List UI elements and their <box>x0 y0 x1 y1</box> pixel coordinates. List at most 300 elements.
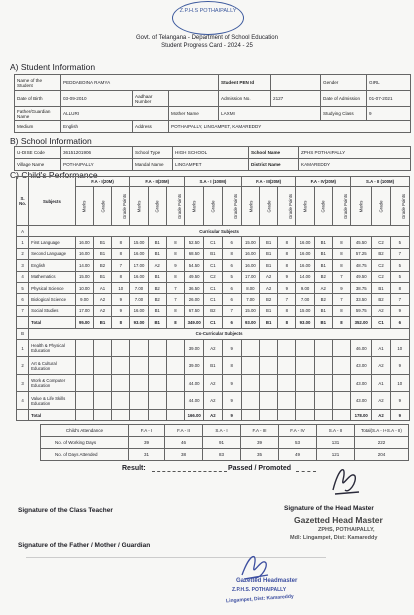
row-number: 4 <box>17 392 29 410</box>
empty-cell <box>112 392 130 410</box>
mark-cell: 7 <box>332 271 350 282</box>
value-aadhaar <box>169 91 219 107</box>
mark-cell: B2 <box>259 294 277 305</box>
mark-cell: 8 <box>390 282 409 293</box>
col-subjects: Subjects <box>29 177 76 226</box>
mark-cell: 15.00 <box>241 237 259 248</box>
section-school-title: B) School Information <box>10 136 92 146</box>
mark-cell: B1 <box>314 260 332 271</box>
attendance-cell: 46 <box>165 437 203 449</box>
value-adm-date: 01-07-2021 <box>367 91 411 107</box>
total-cell: 166.00 <box>185 409 204 420</box>
empty-cell <box>259 357 277 375</box>
subject-name: Second Language <box>29 248 76 259</box>
mark-cell: 7.00 <box>130 294 148 305</box>
mark-cell: B1 <box>93 248 111 259</box>
subject-name: Social Studies <box>29 305 76 316</box>
label-district: District Name <box>249 159 299 171</box>
mark-cell: 68.50 <box>185 248 204 259</box>
mark-cell: 49.50 <box>351 271 372 282</box>
empty-cell <box>75 357 93 375</box>
class-teacher-signature-label: Signature of the Class Teacher <box>18 507 113 514</box>
total-cell: 93.00 <box>296 317 314 328</box>
mark-cell: B1 <box>148 237 166 248</box>
mark-cell: 5 <box>222 271 241 282</box>
attendance-cell: 131 <box>317 437 355 449</box>
mark-cell: 9.00 <box>296 282 314 293</box>
mark-cell: A2 <box>93 305 111 316</box>
label-adm-no: Admission No. <box>219 91 271 107</box>
mark-cell: 7 <box>222 305 241 316</box>
total-cell: 352.00 <box>351 317 372 328</box>
mark-cell: 16.00 <box>296 248 314 259</box>
mark-cell: 43.00 <box>351 392 372 410</box>
total-cell: B1 <box>148 317 166 328</box>
mark-cell: 57.25 <box>351 248 372 259</box>
mark-cell: 14.00 <box>296 271 314 282</box>
subcol-label: Grade <box>378 200 384 212</box>
attendance-cell: 39 <box>129 437 165 449</box>
mark-cell: 8 <box>166 271 184 282</box>
label-pen: Student PEN Id <box>219 75 271 91</box>
mark-cell: A2 <box>372 305 390 316</box>
total-cell: 6 <box>222 317 241 328</box>
row-number <box>17 317 29 328</box>
mark-cell: 16.00 <box>296 260 314 271</box>
subcol-header <box>130 187 148 226</box>
empty-cell <box>166 409 184 420</box>
mark-cell: 7.00 <box>296 294 314 305</box>
empty-cell <box>332 339 350 357</box>
empty-cell <box>332 409 350 420</box>
mark-cell: 10 <box>390 374 409 392</box>
attendance-cell: 83 <box>203 449 241 461</box>
mark-cell: C2 <box>372 271 390 282</box>
mark-cell: 8 <box>278 305 296 316</box>
value-student-name: PEDDABOINA RAMYA <box>61 75 219 91</box>
mark-cell: 44.00 <box>185 374 204 392</box>
stamp2-title: Gazetted Headmaster <box>236 578 298 584</box>
subcol-label: Grade Points <box>342 193 348 219</box>
mark-cell: 15.00 <box>75 271 93 282</box>
subject-name: Mathematics <box>29 271 76 282</box>
row-number: 3 <box>17 374 29 392</box>
mark-cell: A2 <box>259 282 277 293</box>
mark-cell: 9 <box>332 282 350 293</box>
mark-cell: 9 <box>278 282 296 293</box>
label-dob: Date of Birth <box>15 91 61 107</box>
mark-cell: B2 <box>93 260 111 271</box>
empty-cell <box>332 392 350 410</box>
mark-cell: A2 <box>372 357 390 375</box>
attendance-table <box>40 424 409 461</box>
empty-cell <box>130 357 148 375</box>
mark-cell: 6 <box>222 294 241 305</box>
subcol-header <box>390 187 409 226</box>
attendance-cell: 38 <box>165 449 203 461</box>
mark-cell: 6 <box>222 237 241 248</box>
table-row <box>17 357 410 375</box>
subcol-label: Grade Points <box>288 193 294 219</box>
attendance-header-row <box>41 425 409 437</box>
result-dots <box>152 471 227 472</box>
seal-text: Z.P.H.S POTHAIPALLY <box>179 8 237 14</box>
subject-name: Biological Science <box>29 294 76 305</box>
mark-cell: 9 <box>278 271 296 282</box>
subject-name: Work & Computer Education <box>29 374 76 392</box>
value-medium: English <box>61 121 133 133</box>
header-line-2: Student Progress Card - 2024 - 25 <box>161 43 253 49</box>
subcol-label: Grade <box>320 200 326 212</box>
value-mandal: LINGAMPET <box>173 159 249 171</box>
total-cell: 8 <box>332 317 350 328</box>
subject-name: Health & Physical Education <box>29 339 76 357</box>
mark-cell: 8 <box>332 260 350 271</box>
mark-cell: 9 <box>112 294 130 305</box>
value-village: POTHAIPALLY <box>61 159 133 171</box>
empty-cell <box>296 392 314 410</box>
section-performance-title: C) Child's Performance <box>10 170 98 180</box>
total-cell: 95.00 <box>75 317 93 328</box>
label-father: Father/Guardian Name <box>15 107 61 121</box>
subcol-header <box>332 187 350 226</box>
mark-cell: 16.00 <box>241 260 259 271</box>
label-school-name: School Name <box>249 147 299 159</box>
mark-cell: 7 <box>112 260 130 271</box>
subject-name: Physical Science <box>29 282 76 293</box>
empty-cell <box>75 339 93 357</box>
section-letter: B <box>17 328 29 339</box>
empty-cell <box>314 339 332 357</box>
empty-cell <box>314 409 332 420</box>
col-exam: F.A - IV(20M) <box>296 177 351 187</box>
attendance-cell: 35 <box>241 449 279 461</box>
section-label: Co-Curricular Subjects <box>29 328 410 339</box>
attendance-cell: 53 <box>279 437 317 449</box>
mark-cell: B2 <box>372 294 390 305</box>
stamp2-school: Z.P.H.S. POTHAIPALLY <box>232 587 287 593</box>
total-cell: 9 <box>222 409 241 420</box>
mark-cell: 10.00 <box>75 282 93 293</box>
subject-name: English <box>29 260 76 271</box>
empty-cell <box>130 409 148 420</box>
mark-cell: 5 <box>390 237 409 248</box>
stamp2-place: Lingampet, Dist: Kamareddy <box>225 593 294 605</box>
subcol-header <box>351 187 372 226</box>
table-row <box>17 248 410 259</box>
mark-cell: 5 <box>390 271 409 282</box>
mark-cell: A2 <box>148 260 166 271</box>
mark-cell: 8 <box>222 248 241 259</box>
mark-cell: 8 <box>166 237 184 248</box>
label-aadhaar: Aadhaar Number <box>133 91 169 107</box>
mark-cell: B1 <box>259 260 277 271</box>
row-number: 1 <box>17 339 29 357</box>
mark-cell: 9.00 <box>75 294 93 305</box>
subcolumn-header-row <box>17 187 410 226</box>
col-exam: F.A - III(20M) <box>241 177 296 187</box>
mark-cell: A2 <box>372 392 390 410</box>
empty-cell <box>75 374 93 392</box>
subcol-label: Marks <box>358 200 364 212</box>
mark-cell: 36.50 <box>185 282 204 293</box>
mark-cell: 7 <box>390 248 409 259</box>
mark-cell: B1 <box>204 357 222 375</box>
mark-cell: C2 <box>372 260 390 271</box>
mark-cell: 45.50 <box>351 237 372 248</box>
subcol-header <box>222 187 241 226</box>
attendance-header: S.A - I <box>203 425 241 437</box>
attendance-cell: 31 <box>129 449 165 461</box>
empty-cell <box>241 409 259 420</box>
stamp-place: Mdl: Lingampet, Dist: Kamareddy <box>290 535 378 541</box>
mark-cell: A2 <box>314 282 332 293</box>
mark-cell: 9 <box>112 305 130 316</box>
mark-cell: 8 <box>278 260 296 271</box>
subcol-header <box>166 187 184 226</box>
subcol-label: Grade <box>266 200 272 212</box>
section-student-title: A) Student Information <box>10 62 96 72</box>
subcol-label: Marks <box>136 200 142 212</box>
subcol-label: Marks <box>191 200 197 212</box>
subcol-label: Grade <box>100 200 106 212</box>
table-row <box>17 305 410 316</box>
value-udise: 36151201906 <box>61 147 133 159</box>
total-cell: 8 <box>112 317 130 328</box>
value-adm-no: 2127 <box>271 91 321 107</box>
empty-cell <box>166 339 184 357</box>
empty-cell <box>259 339 277 357</box>
mark-cell: A1 <box>93 282 111 293</box>
table-row <box>17 339 410 357</box>
empty-cell <box>93 339 111 357</box>
empty-cell <box>148 339 166 357</box>
mark-cell: B2 <box>204 305 222 316</box>
mark-cell: C2 <box>204 271 222 282</box>
total-cell: 349.00 <box>185 317 204 328</box>
mark-cell: 9 <box>222 374 241 392</box>
label-village: Village Name <box>15 159 61 171</box>
total-cell: A2 <box>204 409 222 420</box>
mark-cell: C1 <box>204 282 222 293</box>
mark-cell: A2 <box>204 392 222 410</box>
empty-cell <box>296 357 314 375</box>
mark-cell: 33.50 <box>351 294 372 305</box>
subcol-header <box>259 187 277 226</box>
empty-cell <box>296 409 314 420</box>
label-class: Studying Class <box>321 107 367 121</box>
empty-cell <box>314 392 332 410</box>
mark-cell: B1 <box>259 248 277 259</box>
col-exam: F.A - I(20M) <box>75 177 130 187</box>
table-row <box>17 392 410 410</box>
total-cell: 178.00 <box>351 409 372 420</box>
total-cell: B1 <box>93 317 111 328</box>
empty-cell <box>166 392 184 410</box>
label-mother: Mother Name <box>169 107 219 121</box>
mark-cell: 9 <box>222 339 241 357</box>
mark-cell: 8 <box>166 248 184 259</box>
empty-cell <box>332 374 350 392</box>
subcol-header <box>372 187 390 226</box>
empty-cell <box>241 357 259 375</box>
mark-cell: A2 <box>93 294 111 305</box>
attendance-label: No. of Working Days <box>41 437 129 449</box>
empty-cell <box>112 374 130 392</box>
mark-cell: 16.00 <box>296 237 314 248</box>
subcol-label: Grade <box>210 200 216 212</box>
mark-cell: 9 <box>222 392 241 410</box>
result-label: Result: <box>122 465 146 472</box>
table-row <box>17 271 410 282</box>
subcol-header <box>148 187 166 226</box>
empty-cell <box>93 392 111 410</box>
attendance-cell: 39 <box>241 437 279 449</box>
total-cell: 8 <box>166 317 184 328</box>
attendance-header: F.A - III <box>241 425 279 437</box>
mark-cell: 39.00 <box>185 357 204 375</box>
empty-cell <box>278 392 296 410</box>
mark-cell: A1 <box>372 374 390 392</box>
mark-cell: C1 <box>204 294 222 305</box>
row-number: 4 <box>17 271 29 282</box>
student-info-table <box>14 74 411 133</box>
empty-cell <box>130 374 148 392</box>
value-mother: LAXMI <box>219 107 321 121</box>
label-address: Address <box>133 121 169 133</box>
subcol-header <box>241 187 259 226</box>
mark-cell: 7.00 <box>130 282 148 293</box>
mark-cell: B2 <box>148 282 166 293</box>
empty-cell <box>75 392 93 410</box>
empty-cell <box>314 357 332 375</box>
table-row <box>17 260 410 271</box>
subcol-header <box>75 187 93 226</box>
total-row <box>17 409 410 420</box>
mark-cell: 48.75 <box>351 260 372 271</box>
empty-cell <box>259 392 277 410</box>
empty-cell <box>148 409 166 420</box>
attendance-header: F.A - IV <box>279 425 317 437</box>
label-udise: U-DISE Code <box>15 147 61 159</box>
section-row <box>17 328 410 339</box>
mark-cell: B1 <box>204 248 222 259</box>
subcol-label: Marks <box>302 200 308 212</box>
mark-cell: 7 <box>166 282 184 293</box>
stamp-title: Gazetted Head Master <box>294 515 383 525</box>
value-district: KAMAREDDY <box>299 159 411 171</box>
value-school-type: HIGH SCHOOL <box>173 147 249 159</box>
mark-cell: 26.00 <box>185 294 204 305</box>
total-cell: C1 <box>204 317 222 328</box>
mark-cell: A2 <box>204 339 222 357</box>
label-mandal: Mandal Name <box>133 159 173 171</box>
result-value: Passed / Promoted <box>228 465 292 472</box>
mark-cell: 7 <box>278 294 296 305</box>
mark-cell: 9 <box>390 392 409 410</box>
mark-cell: 16.00 <box>130 305 148 316</box>
total-label: Total <box>29 317 76 328</box>
attendance-row <box>41 449 409 461</box>
mark-cell: 8 <box>166 305 184 316</box>
empty-cell <box>93 374 111 392</box>
empty-cell <box>112 357 130 375</box>
stamp-school: ZPHS, POTHAIPALLY, <box>318 527 375 533</box>
mark-cell: C1 <box>204 237 222 248</box>
attendance-header: S.A - II <box>317 425 355 437</box>
row-number: 3 <box>17 260 29 271</box>
section-row <box>17 226 410 237</box>
empty-cell <box>278 374 296 392</box>
total-cell: 6 <box>390 317 409 328</box>
empty-cell <box>332 357 350 375</box>
subcol-label: Grade Points <box>400 193 406 219</box>
mark-cell: 43.00 <box>351 357 372 375</box>
mark-cell: B1 <box>148 248 166 259</box>
empty-cell <box>112 409 130 420</box>
row-number <box>17 409 29 420</box>
mark-cell: 7.00 <box>241 294 259 305</box>
subcol-label: Grade <box>154 200 160 212</box>
col-exam: S.A - I (100M) <box>185 177 242 187</box>
school-seal <box>172 1 244 35</box>
row-number: 2 <box>17 248 29 259</box>
mark-cell: 16.00 <box>241 248 259 259</box>
total-cell: 8 <box>278 317 296 328</box>
mark-cell: B1 <box>314 305 332 316</box>
mark-cell: 17.00 <box>241 271 259 282</box>
total-cell: 93.00 <box>241 317 259 328</box>
empty-cell <box>278 339 296 357</box>
subcol-header <box>112 187 130 226</box>
value-pen <box>271 75 321 91</box>
row-number: 7 <box>17 305 29 316</box>
mark-cell: 54.50 <box>185 260 204 271</box>
total-row <box>17 317 410 328</box>
attendance-label: No. of Days Attended <box>41 449 129 461</box>
total-cell: B1 <box>259 317 277 328</box>
mark-cell: 46.00 <box>351 339 372 357</box>
mark-cell: 10 <box>112 282 130 293</box>
mark-cell: 16.00 <box>75 237 93 248</box>
col-exam: F.A - II(20M) <box>130 177 185 187</box>
mark-cell: 7 <box>166 294 184 305</box>
empty-cell <box>314 374 332 392</box>
mark-cell: 8 <box>112 237 130 248</box>
mark-cell: 16.00 <box>130 271 148 282</box>
mark-cell: B1 <box>314 237 332 248</box>
attendance-cell: 49 <box>279 449 317 461</box>
mark-cell: 8 <box>112 248 130 259</box>
mark-cell: 14.00 <box>75 260 93 271</box>
mark-cell: B1 <box>148 305 166 316</box>
empty-cell <box>166 374 184 392</box>
mark-cell: B2 <box>314 271 332 282</box>
label-gender: Gender <box>321 75 367 91</box>
mark-cell: C2 <box>372 237 390 248</box>
subcol-label: Marks <box>81 200 87 212</box>
subcol-label: Grade Points <box>176 193 182 219</box>
row-number: 6 <box>17 294 29 305</box>
mark-cell: 67.50 <box>185 305 204 316</box>
mark-cell: B2 <box>148 294 166 305</box>
total-cell: 9 <box>390 409 409 420</box>
mark-cell: A1 <box>372 339 390 357</box>
empty-cell <box>278 357 296 375</box>
subject-name: First Language <box>29 237 76 248</box>
mark-cell: 15.00 <box>296 305 314 316</box>
marks-table <box>16 176 410 421</box>
